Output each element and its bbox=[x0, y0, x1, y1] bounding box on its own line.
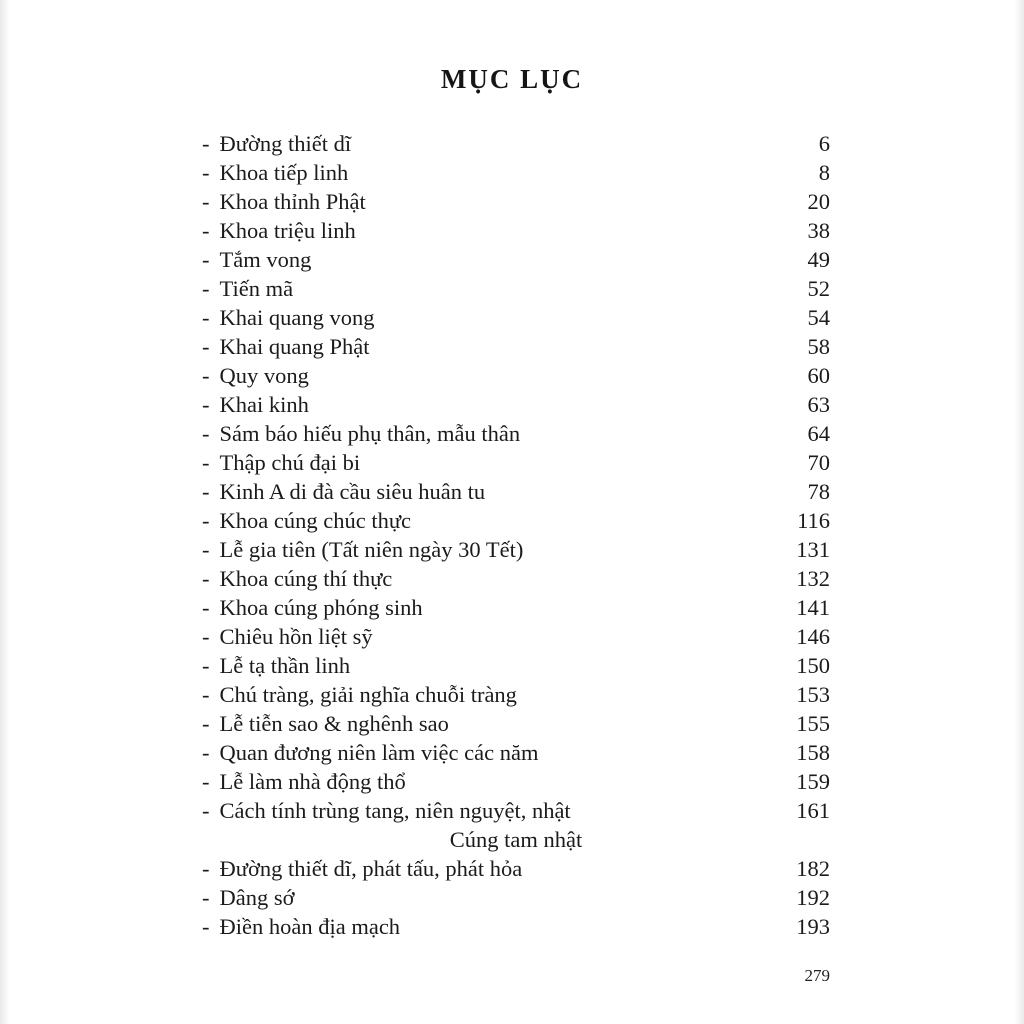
dash-marker: - bbox=[202, 740, 210, 765]
toc-entry-label: Sám báo hiếu phụ thân, mẫu thân bbox=[219, 421, 521, 446]
toc-entry-page-number: 146 bbox=[796, 624, 830, 649]
toc-entry-label: Đường thiết dĩ bbox=[219, 131, 352, 156]
toc-entry bbox=[202, 448, 830, 477]
toc-entry-label: Quy vong bbox=[219, 363, 309, 388]
toc-entry-page-number: 161 bbox=[796, 798, 830, 823]
toc-entry-left bbox=[202, 303, 374, 332]
toc-entry-left bbox=[202, 593, 423, 622]
toc-entry-page-number: 64 bbox=[807, 421, 830, 446]
toc-entry-label: Lễ làm nhà động thổ bbox=[219, 769, 406, 794]
dash-marker: - bbox=[202, 334, 210, 359]
toc-entry-label: Chú tràng, giải nghĩa chuỗi tràng bbox=[219, 682, 517, 707]
dash-marker: - bbox=[202, 479, 210, 504]
toc-entry bbox=[202, 303, 830, 332]
toc-entry-left bbox=[202, 187, 366, 216]
toc-entry-label: Khoa triệu linh bbox=[219, 218, 356, 243]
toc-entry-label: Khoa cúng thí thực bbox=[219, 566, 393, 591]
dash-marker: - bbox=[202, 189, 210, 214]
toc-entry-left bbox=[202, 332, 369, 361]
toc-entry-left bbox=[202, 767, 406, 796]
toc-entry bbox=[202, 332, 830, 361]
toc-entry-left bbox=[202, 883, 295, 912]
toc-entry bbox=[202, 709, 830, 738]
toc-entry-page-number: 159 bbox=[796, 769, 830, 794]
toc-entry-page-number: 58 bbox=[807, 334, 830, 359]
toc-entry-label: Lễ tiễn sao & nghênh sao bbox=[219, 711, 449, 736]
toc-entry bbox=[202, 854, 830, 883]
toc-entry-page-number: 141 bbox=[796, 595, 830, 620]
dash-marker: - bbox=[202, 885, 210, 910]
toc-entry-label: Điền hoàn địa mạch bbox=[219, 914, 401, 939]
dash-marker: - bbox=[202, 856, 210, 881]
toc-entry bbox=[202, 738, 830, 767]
dash-marker: - bbox=[202, 160, 210, 185]
dash-marker: - bbox=[202, 392, 210, 417]
toc-entry-label: Đường thiết dĩ, phát tấu, phát hỏa bbox=[219, 856, 523, 881]
toc-entry-page-number: 54 bbox=[807, 305, 830, 330]
toc-entry-left bbox=[202, 738, 538, 767]
toc-entry-left bbox=[202, 274, 293, 303]
dash-marker: - bbox=[202, 798, 210, 823]
toc-entry-page-number: 6 bbox=[818, 131, 830, 156]
toc-entry-label: Quan đương niên làm việc các năm bbox=[219, 740, 539, 765]
dash-marker: - bbox=[202, 276, 210, 301]
toc-entry-page-number: 153 bbox=[796, 682, 830, 707]
toc-entry bbox=[202, 419, 830, 448]
toc-entry bbox=[202, 883, 830, 912]
dash-marker: - bbox=[202, 566, 210, 591]
toc-entry bbox=[202, 216, 830, 245]
toc-entry-left bbox=[202, 680, 517, 709]
toc-entry bbox=[202, 158, 830, 187]
toc-entry bbox=[202, 274, 830, 303]
toc-entry-page-number: 116 bbox=[797, 508, 830, 533]
dash-marker: - bbox=[202, 624, 210, 649]
toc-entry-page-number: 78 bbox=[807, 479, 830, 504]
dash-marker: - bbox=[202, 537, 210, 562]
toc-entry-page-number: 20 bbox=[807, 189, 830, 214]
toc-entry bbox=[202, 593, 830, 622]
dash-marker: - bbox=[202, 653, 210, 678]
toc-entry-label: Tắm vong bbox=[219, 247, 312, 272]
toc-entry-left bbox=[202, 564, 392, 593]
toc-entry-label: Cách tính trùng tang, niên nguyệt, nhật bbox=[219, 798, 571, 823]
toc-entry-page-number: 132 bbox=[796, 566, 830, 591]
page-title: MỤC LỤC bbox=[440, 64, 584, 94]
toc-entry-label: Kinh A di đà cầu siêu huân tu bbox=[219, 479, 486, 504]
toc-entry-left bbox=[202, 477, 485, 506]
toc-entry-left bbox=[202, 535, 523, 564]
toc-entry-left bbox=[202, 158, 348, 187]
toc-entry bbox=[202, 796, 830, 825]
toc-entry bbox=[202, 390, 830, 419]
toc-entry-label: Tiến mã bbox=[219, 276, 294, 301]
toc-entry-label: Chiêu hồn liệt sỹ bbox=[219, 624, 373, 649]
dash-marker: - bbox=[202, 247, 210, 272]
toc-entry bbox=[202, 506, 830, 535]
toc-entry-left bbox=[202, 912, 400, 941]
toc-entry bbox=[202, 477, 830, 506]
toc-entry bbox=[202, 651, 830, 680]
toc-entry-label: Khoa tiếp linh bbox=[219, 160, 349, 185]
toc-entry-left bbox=[202, 216, 356, 245]
dash-marker: - bbox=[202, 508, 210, 533]
toc-entry-left bbox=[202, 245, 311, 274]
toc-entry-label: Khai quang Phật bbox=[219, 334, 370, 359]
toc-entry-left bbox=[202, 651, 350, 680]
dash-marker: - bbox=[202, 305, 210, 330]
dash-marker: - bbox=[202, 218, 210, 243]
toc-entry bbox=[202, 187, 830, 216]
toc-entry-page-number: 193 bbox=[796, 914, 830, 939]
toc-entry bbox=[202, 129, 830, 158]
toc-entry-label: Khoa thỉnh Phật bbox=[219, 189, 366, 214]
dash-marker: - bbox=[202, 363, 210, 388]
dash-marker: - bbox=[202, 914, 210, 939]
toc-entry bbox=[202, 245, 830, 274]
toc-entry-label: Lễ tạ thần linh bbox=[219, 653, 351, 678]
toc-entry-label: Khai kinh bbox=[219, 392, 309, 417]
toc-entry bbox=[202, 564, 830, 593]
toc-entry-page-number: 182 bbox=[796, 856, 830, 881]
toc-entry-label: Dâng sớ bbox=[219, 885, 295, 910]
toc-entry-page-number: 60 bbox=[807, 363, 830, 388]
toc-entry bbox=[202, 361, 830, 390]
toc-entry-label: Khoa cúng chúc thực bbox=[219, 508, 412, 533]
toc-entry-page-number: 131 bbox=[796, 537, 830, 562]
toc-entry-page-number: 63 bbox=[807, 392, 830, 417]
toc-entry-left bbox=[202, 709, 449, 738]
toc-entry-page-number: 8 bbox=[818, 160, 830, 185]
toc-section-heading bbox=[202, 825, 830, 854]
toc-entry-left bbox=[202, 129, 351, 158]
toc-entry bbox=[202, 535, 830, 564]
toc-entry bbox=[202, 680, 830, 709]
dash-marker: - bbox=[202, 421, 210, 446]
toc-entry-left bbox=[202, 361, 309, 390]
dash-marker: - bbox=[202, 769, 210, 794]
toc-entry-page-number: 38 bbox=[807, 218, 830, 243]
toc-entry-page-number: 192 bbox=[796, 885, 830, 910]
toc-entry-page-number: 150 bbox=[796, 653, 830, 678]
dash-marker: - bbox=[202, 682, 210, 707]
dash-marker: - bbox=[202, 595, 210, 620]
toc-entry bbox=[202, 912, 830, 941]
dash-marker: - bbox=[202, 450, 210, 475]
toc-entry-left bbox=[202, 796, 571, 825]
toc-entry-left bbox=[202, 622, 373, 651]
toc-section-label: Cúng tam nhật bbox=[449, 827, 583, 852]
toc-entry-label: Khai quang vong bbox=[219, 305, 375, 330]
toc-entry-page-number: 158 bbox=[796, 740, 830, 765]
toc-entry-page-number: 52 bbox=[807, 276, 830, 301]
toc-entry-left bbox=[202, 390, 309, 419]
toc-entry-left bbox=[202, 854, 522, 883]
dash-marker: - bbox=[202, 131, 210, 156]
toc-entry-page-number: 49 bbox=[807, 247, 830, 272]
toc-entry bbox=[202, 622, 830, 651]
toc-list bbox=[202, 129, 830, 941]
dash-marker: - bbox=[202, 711, 210, 736]
toc-entry-left bbox=[202, 419, 520, 448]
footer-page-number: 279 bbox=[804, 966, 830, 985]
toc-entry-page-number: 155 bbox=[796, 711, 830, 736]
toc-entry-page-number: 70 bbox=[807, 450, 830, 475]
toc-entry-left bbox=[202, 448, 360, 477]
toc-entry-label: Khoa cúng phóng sinh bbox=[219, 595, 423, 620]
toc-entry bbox=[202, 767, 830, 796]
toc-entry-label: Thập chú đại bi bbox=[219, 450, 361, 475]
toc-entry-left bbox=[202, 506, 411, 535]
toc-entry-label: Lễ gia tiên (Tất niên ngày 30 Tết) bbox=[219, 537, 524, 562]
